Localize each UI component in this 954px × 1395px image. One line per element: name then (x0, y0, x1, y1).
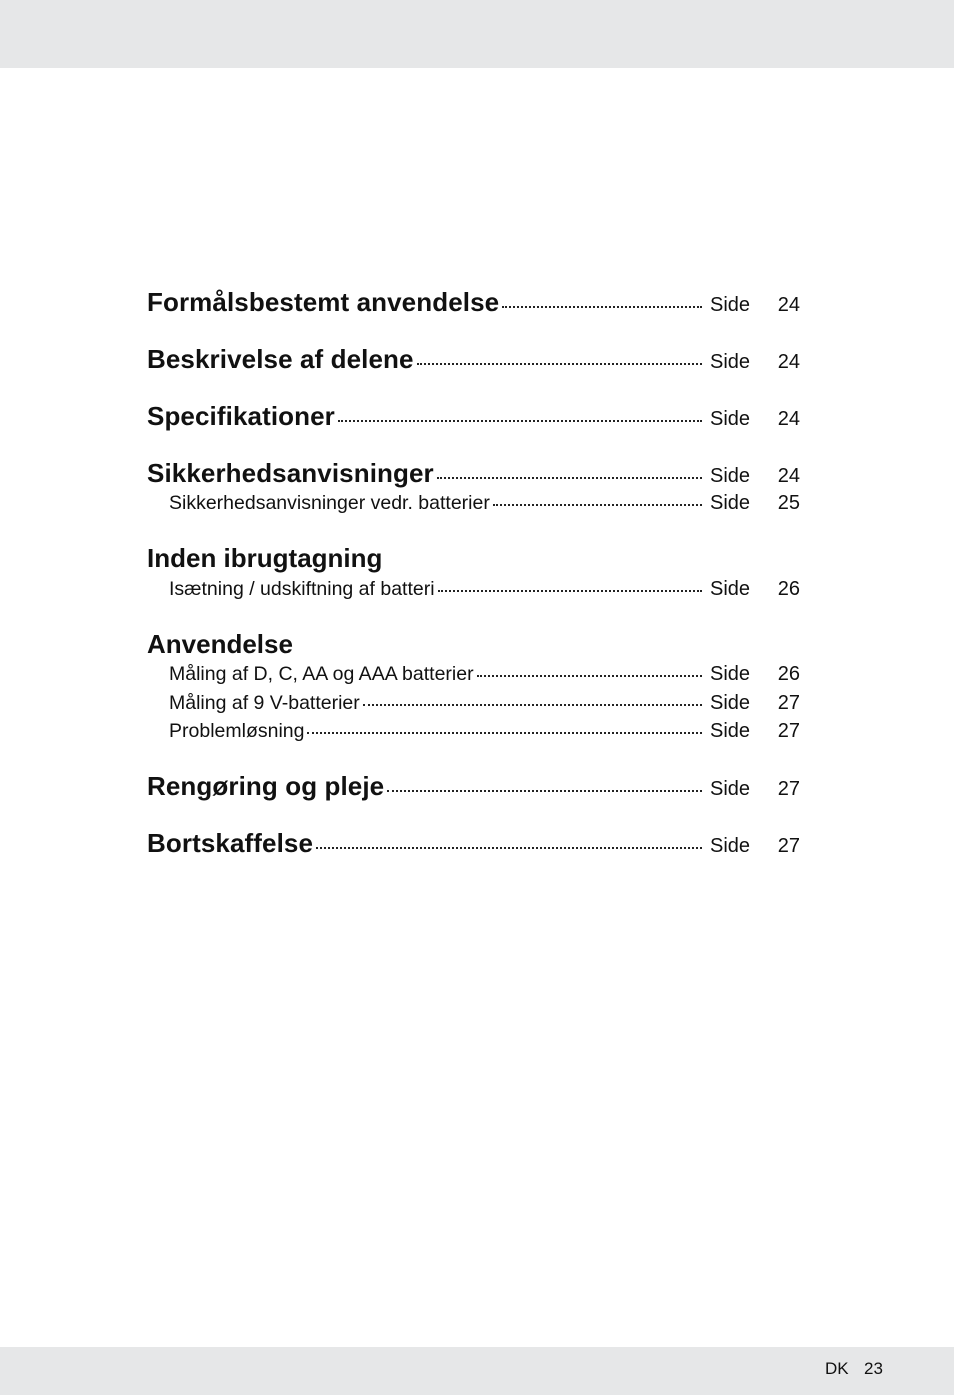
toc-side-label: Side (710, 663, 751, 685)
toc-entry[interactable] (147, 828, 800, 859)
toc-page-number: 24 (777, 351, 800, 373)
toc-page-number: 27 (777, 835, 800, 857)
toc-side-label: Side (710, 835, 751, 857)
toc-entry[interactable] (147, 287, 800, 318)
toc-subentry[interactable] (169, 578, 800, 601)
toc-subentry-label: Måling af 9 V-batterier (169, 692, 360, 714)
toc-entry-label: Formålsbestemt anvendelse (147, 287, 500, 317)
toc-page-number: 24 (777, 408, 800, 430)
dot-leader (363, 704, 702, 706)
footer-page-number: 23 (864, 1359, 883, 1378)
toc-page-number: 24 (777, 465, 800, 487)
footer-language: DK (825, 1359, 849, 1378)
toc-page-number: 26 (777, 578, 800, 600)
toc-side-label: Side (710, 778, 751, 800)
toc-section-heading: Anvendelse (147, 629, 293, 659)
header-band (0, 0, 954, 68)
toc-page-number: 25 (777, 492, 800, 514)
toc-entry[interactable] (147, 401, 800, 432)
toc-side-label: Side (710, 465, 751, 487)
toc-page-number: 26 (777, 663, 800, 685)
toc-subentry[interactable] (169, 720, 800, 743)
toc-entry[interactable] (147, 344, 800, 375)
toc-entry[interactable] (147, 458, 800, 489)
toc-subentry[interactable] (169, 663, 800, 686)
toc-page-number: 24 (777, 294, 800, 316)
toc-subentry[interactable] (169, 692, 800, 715)
dot-leader (493, 504, 702, 506)
toc-page-number: 27 (777, 778, 800, 800)
dot-leader (387, 790, 702, 792)
dot-leader (437, 477, 702, 479)
dot-leader (502, 306, 702, 308)
toc-subentry-label: Isætning / udskiftning af batteri (169, 578, 435, 600)
toc-entry[interactable] (147, 771, 800, 802)
dot-leader (316, 847, 702, 849)
toc-entry-label: Sikkerhedsanvisninger (147, 458, 434, 488)
toc-entry-label: Bortskaffelse (147, 828, 314, 858)
toc-subentry[interactable] (169, 492, 800, 515)
toc-subentry-label: Sikkerhedsanvisninger vedr. batterier (169, 492, 490, 514)
toc-entry-label: Specifikationer (147, 401, 335, 431)
dot-leader (417, 363, 702, 365)
footer-band (0, 1347, 954, 1395)
toc-side-label: Side (710, 294, 751, 316)
toc-entry-label: Beskrivelse af delene (147, 344, 414, 374)
toc-side-label: Side (710, 578, 751, 600)
dot-leader (307, 732, 702, 734)
toc-side-label: Side (710, 692, 751, 714)
toc-subentry-label: Måling af D, C, AA og AAA batterier (169, 663, 474, 685)
dot-leader (438, 590, 702, 592)
toc-section-heading: Inden ibrugtagning (147, 543, 383, 573)
toc-page-number: 27 (777, 692, 800, 714)
toc-side-label: Side (710, 408, 751, 430)
toc-side-label: Side (710, 492, 751, 514)
dot-leader (477, 675, 702, 677)
toc-page-number: 27 (777, 720, 800, 742)
toc-subentry-label: Problemløsning (169, 720, 305, 742)
dot-leader (338, 420, 702, 422)
toc-side-label: Side (710, 351, 751, 373)
toc-entry-label: Rengøring og pleje (147, 771, 385, 801)
toc-side-label: Side (710, 720, 751, 742)
